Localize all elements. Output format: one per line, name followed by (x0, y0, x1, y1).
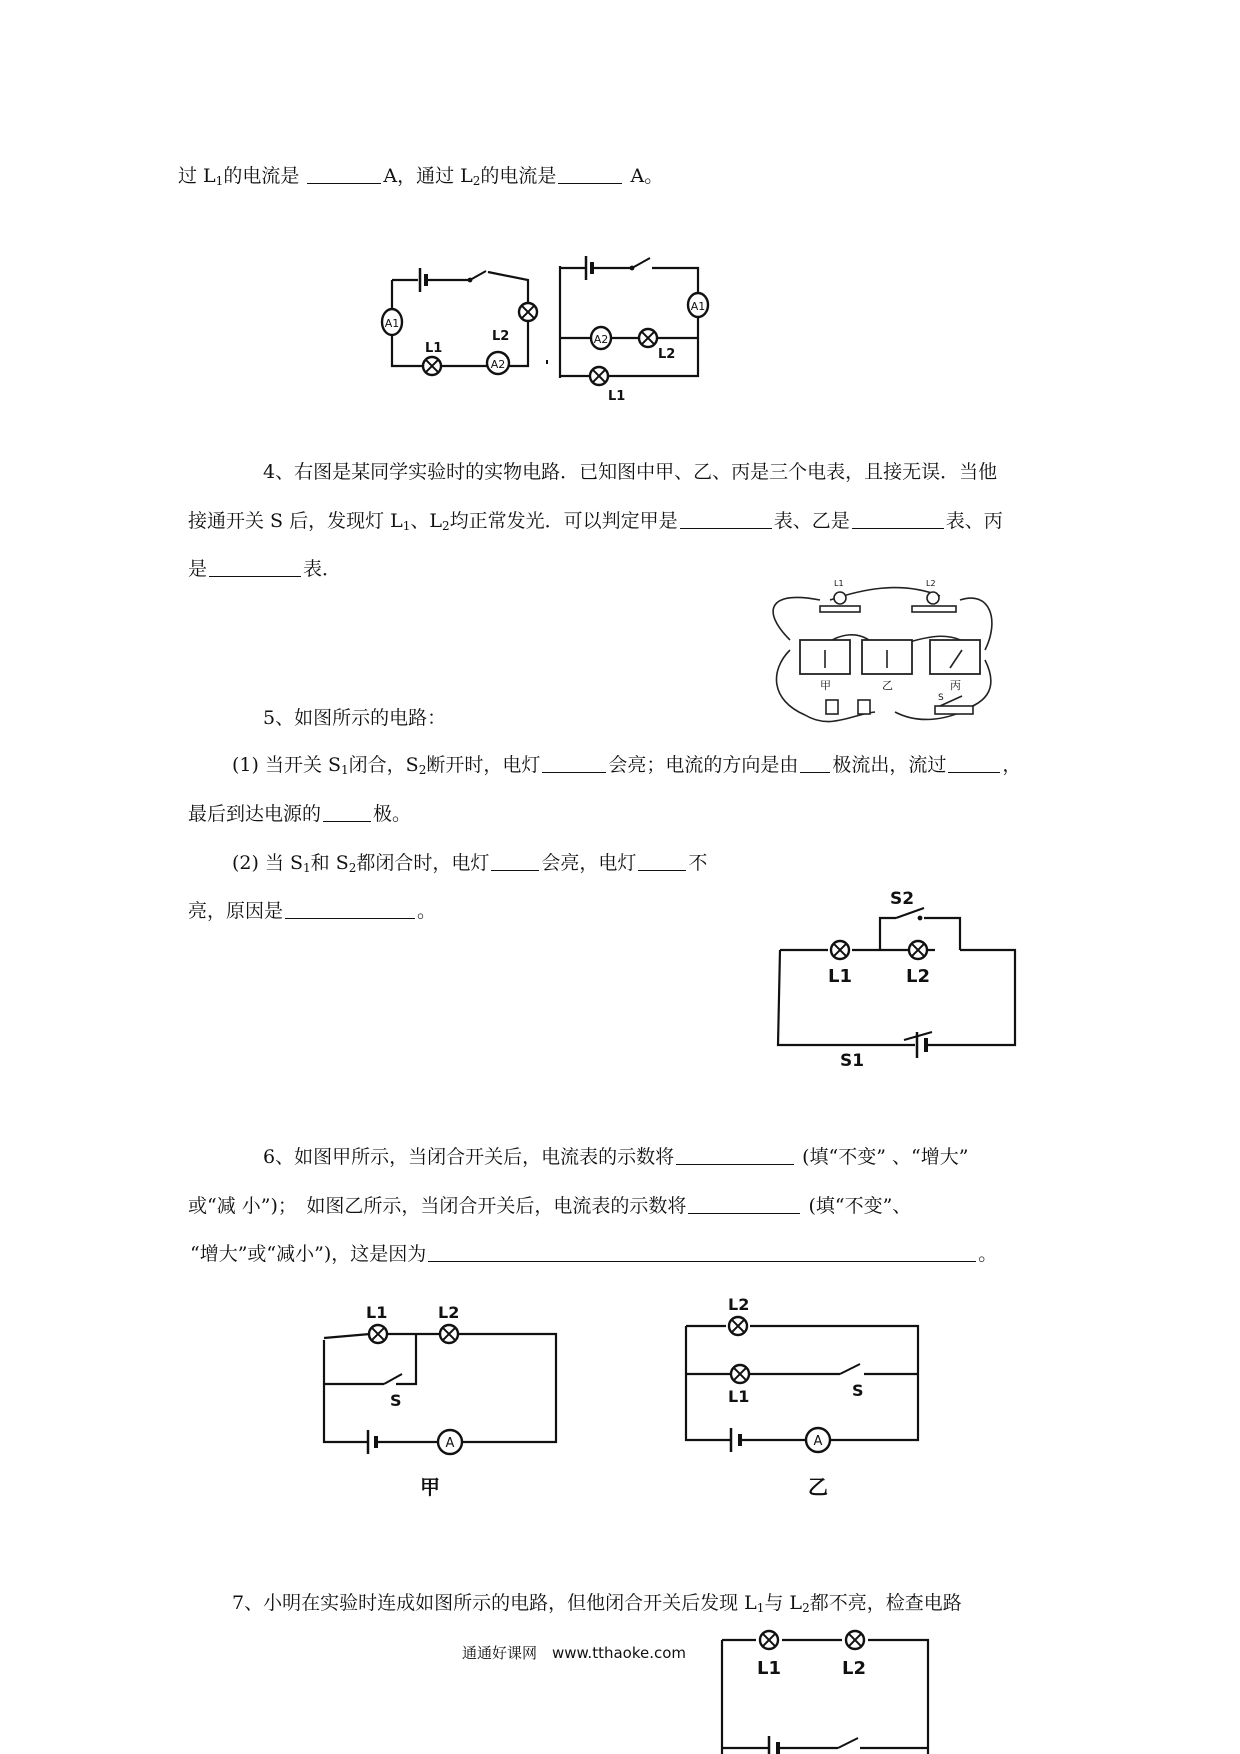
svg-text:L1: L1 (828, 966, 852, 987)
lamp-l2-icon (519, 303, 537, 321)
switch-s-icon (935, 706, 973, 714)
q4-line-2: 接通开关 S 后，发现灯 $L_1$、$L_2$均正常发光．可以判定甲是 表、乙是 表、丙 (188, 510, 1003, 533)
svg-text:L1: L1 (757, 1658, 781, 1679)
svg-text:S2: S2 (890, 889, 915, 909)
svg-text:A1: A1 (384, 317, 400, 330)
svg-text:L2: L2 (906, 966, 930, 987)
q4-line-1: 4、右图是某同学实验时的实物电路．已知图中甲、乙、丙是三个电表，且接无误．当他 (263, 461, 998, 483)
q6-line-2: 或“减 小”)； 如图乙所示，当闭合开关后，电流表的示数将 (填“不变”、 (188, 1195, 912, 1217)
lamp-l2-icon (846, 1631, 864, 1649)
svg-text:L2: L2 (492, 329, 510, 344)
lamp-l2-icon (729, 1317, 747, 1335)
q5-line-3: 最后到达电源的 极。 (188, 803, 412, 825)
lamp-l1-icon (369, 1325, 387, 1343)
svg-text:S: S (852, 1381, 864, 1400)
footer-watermark: 通通好课网 www.tthaoke.com (462, 1644, 687, 1662)
circuit-figure-3-right (547, 256, 708, 404)
circuit-figure-6-jia (324, 1303, 556, 1499)
svg-text:乙: 乙 (882, 679, 893, 692)
lamp-l1-icon (831, 941, 849, 959)
q7-line-1: 7、小明在实验时连成如图所示的电路，但他闭合开关后发现 $L_1$与 $L_2$都不亮，检查电路 (232, 1592, 962, 1615)
svg-text:A2: A2 (593, 333, 609, 346)
lamp-l1-icon (760, 1631, 778, 1649)
svg-text:A: A (445, 1436, 455, 1451)
lamp-l1-icon (731, 1365, 749, 1383)
lamp-l2-icon (909, 941, 927, 959)
svg-text:丙: 丙 (950, 679, 961, 692)
q4-line-3: 是 表． (188, 558, 342, 580)
circuit-figure-7 (722, 1631, 928, 1754)
lamp-l2-icon (639, 329, 657, 347)
svg-text:L2: L2 (658, 347, 676, 362)
q5-line-1: 5、如图所示的电路： (263, 707, 447, 729)
svg-text:L2: L2 (438, 1303, 460, 1322)
svg-text:甲: 甲 (820, 679, 831, 692)
q5-line-4: (2) 当 $S_1$和 $S_2$都闭合时，电灯 会亮，电灯 不 (232, 852, 708, 875)
q6-line-3: “增大”或“减小”)，这是因为 。 (190, 1243, 998, 1265)
lamp-l1-icon (423, 357, 441, 375)
q3-tail-line: 过 $L_1$的电流是 A，通过 $L_2$的电流是 A。 (178, 165, 664, 188)
q5-line-2: (1) 当开关 $S_1$闭合，$S_2$断开时，电灯 会亮；电流的方向是由 极流出，流过 ， (232, 754, 1022, 777)
svg-text:A: A (813, 1434, 823, 1449)
circuit-figure-3-left (382, 268, 537, 375)
q5-line-5: 亮，原因是 。 (188, 900, 437, 922)
svg-text:A2: A2 (490, 358, 506, 371)
q6-line-1: 6、如图甲所示，当闭合开关后，电流表的示数将 (填“不变” 、“增大” (263, 1146, 969, 1168)
circuit-figure-4-physical (773, 579, 992, 722)
svg-text:A1: A1 (690, 300, 706, 313)
svg-text:L2: L2 (926, 579, 936, 588)
circuit-figure-5 (778, 889, 1015, 1071)
svg-text:甲: 甲 (420, 1475, 440, 1499)
svg-text:L2: L2 (842, 1658, 866, 1679)
svg-text:S: S (938, 693, 944, 703)
bulb-l2-icon (927, 592, 939, 604)
svg-text:乙: 乙 (808, 1475, 828, 1499)
lamp-l1-icon (590, 367, 608, 385)
svg-text:L1: L1 (366, 1303, 388, 1322)
svg-text:L1: L1 (728, 1387, 750, 1406)
bulb-l1-icon (834, 592, 846, 604)
svg-text:S: S (390, 1391, 402, 1410)
svg-text:L2: L2 (728, 1295, 750, 1314)
svg-text:S1: S1 (840, 1051, 865, 1071)
lamp-l2-icon (440, 1325, 458, 1343)
svg-text:L1: L1 (608, 389, 626, 404)
circuit-figure-6-yi (686, 1295, 918, 1499)
svg-text:L1: L1 (834, 579, 844, 588)
svg-text:L1: L1 (425, 341, 443, 356)
